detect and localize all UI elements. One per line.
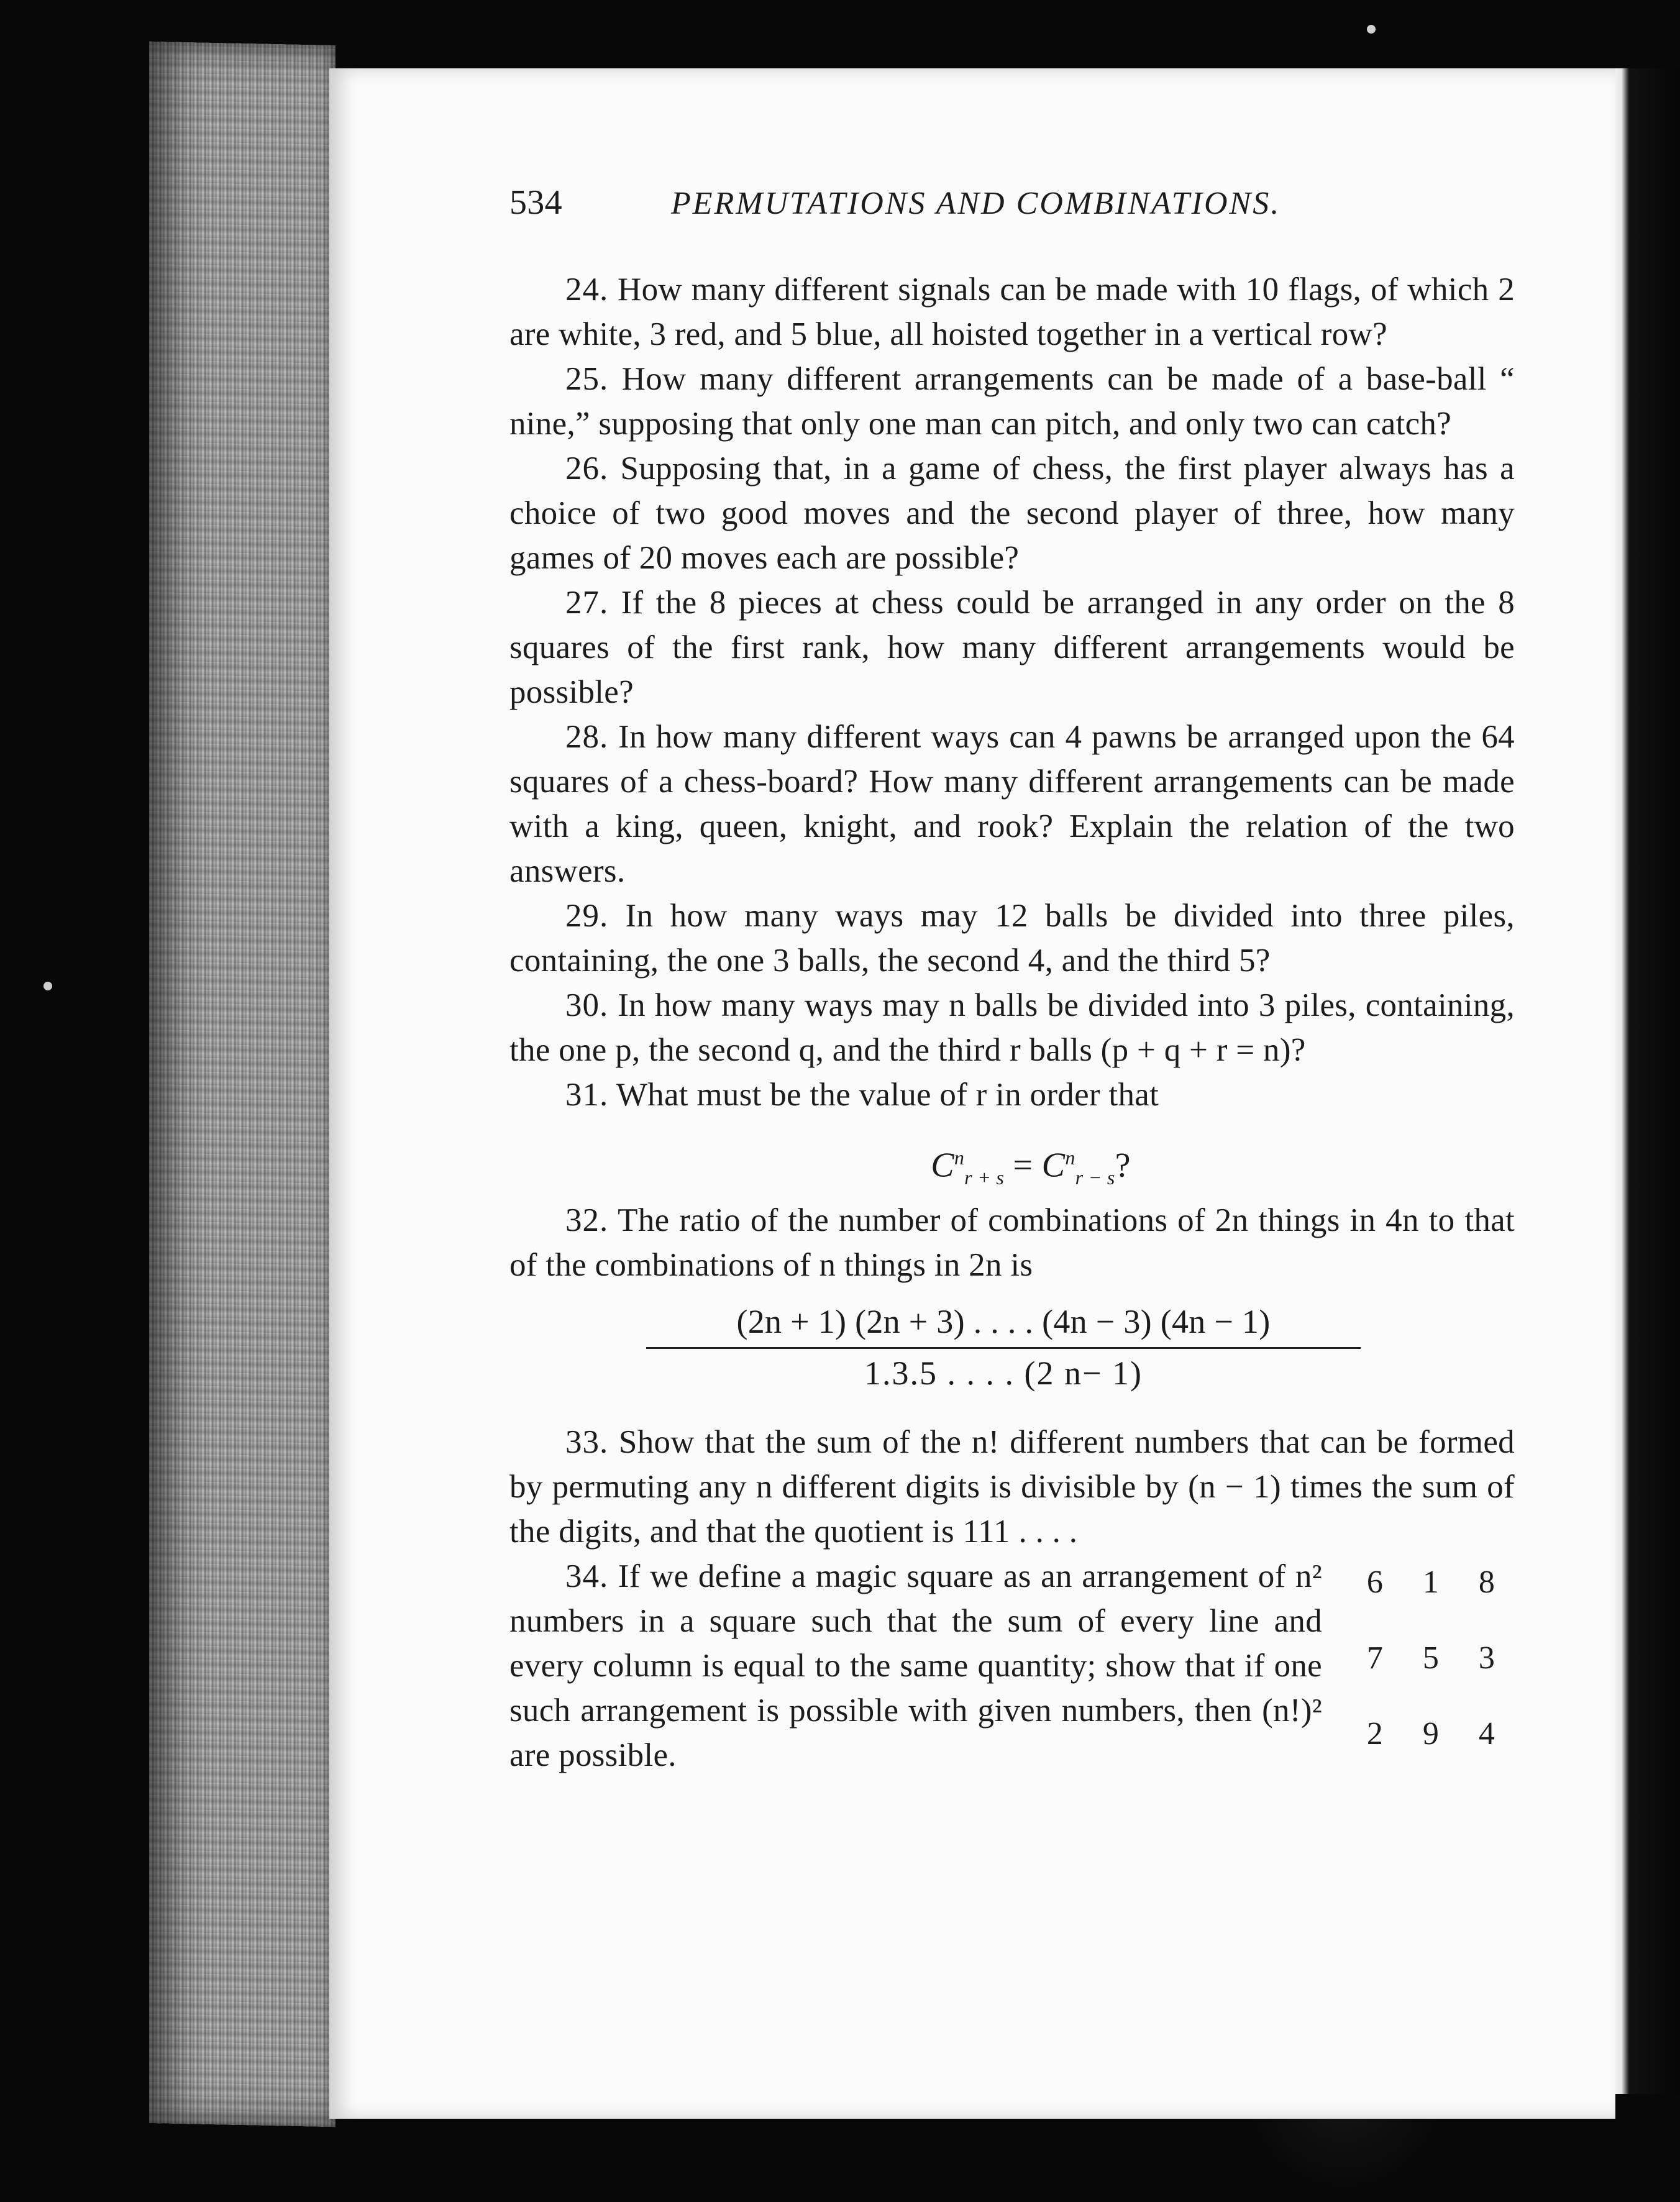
problem-29 — [509, 893, 1515, 983]
magic-cell: 4 — [1478, 1716, 1495, 1752]
magic-cell: 1 — [1422, 1565, 1440, 1600]
magic-cell: 2 — [1366, 1716, 1384, 1752]
problem-34-block — [509, 1554, 1515, 1788]
magic-cell: 7 — [1366, 1640, 1384, 1676]
eq-lhs-sub: r + s — [964, 1166, 1005, 1189]
problem-number: 32. — [565, 1202, 609, 1238]
problem-text: How many different arrangements can be made of a base-ball “ nine,” supposing that only one man can pitch, and only two can catch? — [509, 361, 1515, 442]
problem-text: The ratio of the number of combinations of 2n things in 4n to that of the combinations of n things in 2n is — [509, 1202, 1515, 1283]
fraction-numerator: (2n + 1) (2n + 3) . . . . (4n − 3) (4n − 1) — [646, 1300, 1361, 1349]
problem-number: 29. — [565, 898, 609, 934]
page-content — [509, 180, 1515, 1788]
eq-rhs-sup: n — [1065, 1146, 1075, 1169]
problem-number: 27. — [565, 585, 609, 621]
problem-text: In how many ways may n balls be divided into 3 piles, containing, the one p, the second q, and the third r balls (p + q + r = n)? — [509, 987, 1515, 1068]
problem-text: If the 8 pieces at chess could be arranged in any order on the 8 squares of the first rank, how many different arrangements would be possible? — [509, 585, 1515, 710]
problem-25 — [509, 357, 1515, 446]
problem-number: 31. — [565, 1077, 609, 1113]
book-page-edges — [149, 42, 336, 2127]
fraction-32 — [646, 1300, 1361, 1395]
magic-cell: 9 — [1422, 1716, 1440, 1752]
problem-31 — [509, 1072, 1515, 1117]
magic-cell: 8 — [1478, 1565, 1495, 1600]
eq-equals: = — [1013, 1146, 1033, 1185]
running-head — [509, 180, 1515, 236]
problem-text: How many different signals can be made with 10 flags, of which 2 are white, 3 red, and 5 blue, all hoisted together in a vertical row? — [509, 272, 1515, 352]
fraction-denominator — [646, 1349, 1361, 1395]
problem-text: Supposing that, in a game of chess, the first player always has a choice of two good moves and the second player of three, how many games of 20 moves each are possible? — [509, 450, 1515, 576]
chapter-title: PERMUTATIONS AND COMBINATIONS. — [671, 186, 1281, 221]
problem-text: What must be the value of r in order that — [616, 1077, 1159, 1113]
magic-cell: 3 — [1478, 1640, 1495, 1676]
eq-lhs-sup: n — [954, 1146, 965, 1169]
problem-32 — [509, 1198, 1515, 1287]
problem-text: In how many ways may 12 balls be divided into three piles, containing, the one 3 balls, the second 4, and the third 5? — [509, 898, 1515, 979]
page-number: 534 — [509, 183, 562, 222]
problem-number: 24. — [565, 272, 609, 308]
problem-text: In how many different ways can 4 pawns be arranged upon the 64 squares of a chess-board? How many different arrangements can be made with a king, queen, knight, and rook? Explain the relation of the two answers. — [509, 719, 1515, 889]
fraction-denominator-text: 1.3.5 . . . . (2 n− 1) — [864, 1355, 1143, 1392]
magic-square — [1347, 1560, 1515, 1788]
scan-speck — [43, 982, 52, 990]
problem-34 — [509, 1554, 1322, 1778]
scan-speck — [1367, 25, 1376, 34]
printed-page — [329, 68, 1615, 2119]
problem-text: Show that the sum of the n! different numbers that can be formed by permuting any n different digits is divisible by (n − 1) times the sum of the digits, and that the quotient is 111 . . . . — [509, 1424, 1515, 1550]
problem-number: 26. — [565, 450, 609, 487]
problem-number: 28. — [565, 719, 609, 755]
problem-33 — [509, 1420, 1515, 1554]
problem-26 — [509, 446, 1515, 580]
eq-rhs-base: C — [1041, 1146, 1066, 1185]
problem-number: 30. — [565, 987, 609, 1023]
equation-31 — [547, 1117, 1515, 1198]
magic-cell: 6 — [1366, 1565, 1384, 1600]
problem-number: 33. — [565, 1424, 609, 1460]
problem-number: 34. — [565, 1558, 609, 1594]
book-binding-edge — [1615, 68, 1680, 2094]
eq-question: ? — [1115, 1146, 1131, 1185]
problem-27 — [509, 580, 1515, 715]
eq-rhs-sub: r − s — [1075, 1166, 1115, 1189]
problem-30 — [509, 983, 1515, 1072]
problem-24 — [509, 267, 1515, 357]
eq-lhs-base: C — [931, 1146, 954, 1185]
problem-number: 25. — [565, 361, 609, 397]
problem-28 — [509, 715, 1515, 893]
problem-text: If we define a magic square as an arrangement of n² numbers in a square such that the sum of every line and every column is equal to the same quantity; show that if one such arrangement is possible with given numbers, then (n!)² are possible. — [509, 1558, 1322, 1773]
magic-cell: 5 — [1422, 1640, 1440, 1676]
